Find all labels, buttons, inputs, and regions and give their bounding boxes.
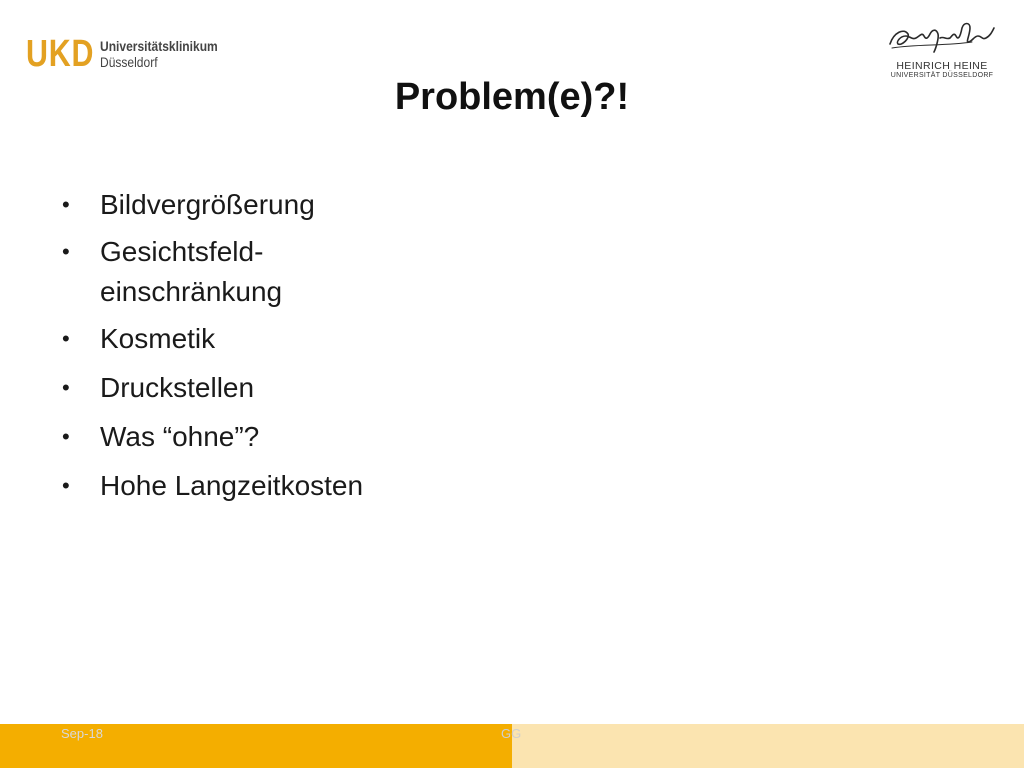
bullet-item bbox=[60, 366, 660, 410]
bullet-list bbox=[60, 183, 660, 513]
bullet-item bbox=[60, 232, 660, 312]
bullet-item bbox=[60, 183, 660, 227]
bullet-dot-icon: • bbox=[62, 192, 70, 217]
ukd-logo-mark: UKD bbox=[26, 33, 95, 75]
bullet-item bbox=[60, 415, 660, 459]
bullet-text: Hohe Langzeitkosten bbox=[100, 470, 364, 501]
bullet-dot-icon: • bbox=[62, 326, 70, 351]
footer-author: GG bbox=[501, 726, 522, 741]
bullet-text: Druckstellen bbox=[100, 372, 255, 403]
bullet-text-line2: einschränkung bbox=[100, 276, 283, 307]
bullet-dot-icon: • bbox=[62, 375, 70, 400]
slide-title: Problem(e)?! bbox=[394, 76, 630, 118]
bullet-item bbox=[60, 464, 660, 508]
bullet-dot-icon: • bbox=[62, 424, 70, 449]
ukd-logo bbox=[26, 34, 226, 74]
bullet-text: Kosmetik bbox=[100, 323, 216, 354]
footer-date: Sep-18 bbox=[61, 726, 103, 741]
ukd-logo-text bbox=[100, 38, 218, 70]
bullet-item bbox=[60, 317, 660, 361]
ukd-logo-line2: Düsseldorf bbox=[100, 54, 158, 70]
hhu-logo-name: HEINRICH HEINE bbox=[896, 60, 988, 72]
bullet-text: Was “ohne”? bbox=[100, 421, 260, 452]
ukd-logo-line1: Universitätsklinikum bbox=[100, 38, 218, 54]
footer-bar-right bbox=[512, 724, 1024, 768]
bullet-dot-icon: • bbox=[62, 239, 70, 264]
signature-icon bbox=[886, 18, 998, 58]
bullet-text: Bildvergrößerung bbox=[100, 189, 315, 220]
bullet-dot-icon: • bbox=[62, 473, 70, 498]
bullet-text-line1: Gesichtsfeld- bbox=[100, 236, 264, 267]
hhu-logo-subtitle: UNIVERSITÄT DÜSSELDORF bbox=[890, 72, 994, 79]
